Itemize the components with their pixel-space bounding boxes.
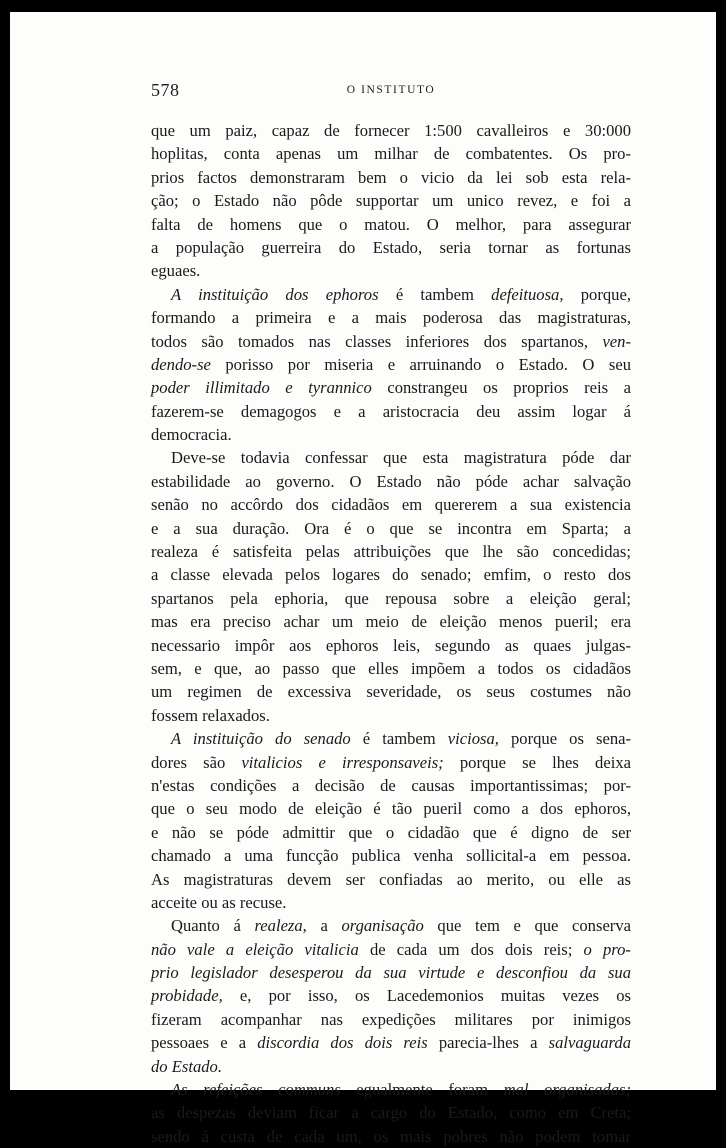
italic-text-segment: do Estado. (151, 1056, 222, 1076)
text-line (151, 423, 631, 446)
text-segment: a população guerreira do Estado, seria tornar as fortunas (151, 237, 631, 257)
italic-text-segment: ven- (602, 331, 631, 351)
italic-text-segment: o pro- (583, 939, 631, 959)
text-line (151, 283, 631, 306)
text-segment: acceite ou as recuse. (151, 892, 287, 912)
page-header (151, 80, 631, 106)
text-segment: ção; o Estado não pôde supportar um unico revez, e foi a (151, 191, 631, 211)
text-segment: parecia-lhes a (427, 1033, 549, 1053)
text-segment: fossem relaxados. (151, 705, 270, 725)
text-line (151, 961, 631, 984)
text-line (151, 984, 631, 1007)
text-segment: sem, e que, ao passo que elles impõem a todos os cidadãos (151, 658, 631, 678)
text-line (151, 446, 631, 469)
text-line (151, 587, 631, 610)
text-line (151, 938, 631, 961)
italic-text-segment: prio legislador desesperou da sua virtude e desconfiou da sua (151, 963, 631, 983)
page-number: 578 (151, 80, 180, 100)
running-head: O INSTITUTO (346, 84, 436, 96)
text-segment: porque se lhes deixa (443, 752, 631, 772)
italic-text-segment: viciosa, (447, 729, 499, 749)
italic-text-segment: dendo-se (151, 354, 211, 374)
italic-text-segment: organisação (341, 916, 424, 936)
text-line (151, 797, 631, 820)
text-segment: é tambem (378, 284, 492, 304)
text-segment: egualmente foram (340, 1080, 504, 1100)
italic-text-segment: realeza, (254, 916, 307, 936)
italic-text-segment: discordia dos dois reis (257, 1033, 428, 1053)
text-line (151, 166, 631, 189)
text-segment: prios factos demonstraram bem o vicio da lei sob esta rela- (151, 167, 631, 187)
italic-text-segment: mal organisadas; (503, 1080, 632, 1100)
text-segment: constrangeu os proprios reis a (371, 378, 631, 398)
text-segment: fazerem-se demagogos e a aristocracia deu assim logar á (151, 401, 631, 421)
body-text (151, 119, 631, 1148)
text-line (151, 1101, 631, 1124)
text-segment: sendo á custa de cada um, os mais pobres não podem tomar (151, 1126, 631, 1146)
italic-text-segment: não vale a eleição vitalicia (151, 939, 359, 959)
text-segment: a (306, 916, 342, 936)
italic-text-segment: salvaguarda (548, 1033, 631, 1053)
text-segment: pessoaes e a (151, 1033, 258, 1053)
text-segment: n'estas condições a decisão de causas importantissimas; por- (151, 775, 631, 795)
text-segment: fizeram acompanhar nas expedições militares por inimigos (151, 1009, 631, 1029)
text-line (151, 306, 631, 329)
text-segment: democracia. (151, 425, 232, 445)
text-line (151, 376, 631, 399)
text-line (151, 259, 631, 282)
text-segment: a classe elevada pelos logares do senado; emfim, o resto dos (151, 565, 631, 585)
text-segment: eguaes. (151, 261, 201, 281)
text-line (151, 142, 631, 165)
text-line (151, 189, 631, 212)
italic-text-segment: defeituosa, (491, 284, 564, 304)
text-line (151, 774, 631, 797)
text-segment: chamado a uma funcção publica venha sollicital-a em pessoa. (151, 846, 631, 866)
text-line (151, 119, 631, 142)
text-segment: mas era preciso achar um meio de eleição menos pueril; era (151, 612, 631, 632)
text-segment: Quanto á (171, 916, 255, 936)
text-line (151, 914, 631, 937)
text-segment: e não se póde admittir que o cidadão que é digno de ser (151, 822, 631, 842)
text-segment: senão no accôrdo dos cidadãos em quererem a sua existencia (151, 495, 631, 515)
text-line (151, 610, 631, 633)
text-line (151, 330, 631, 353)
text-line (151, 844, 631, 867)
text-segment: porque, (563, 284, 631, 304)
italic-text-segment: vitalicios e irresponsaveis; (241, 752, 444, 772)
text-segment: estabilidade ao governo. O Estado não póde achar salvação (151, 471, 631, 491)
text-line (151, 470, 631, 493)
text-segment: formando a primeira e a mais poderosa das magistraturas, (151, 308, 631, 328)
text-line (151, 493, 631, 516)
text-line (151, 1078, 631, 1101)
italic-text-segment: A instituição do senado (171, 729, 351, 749)
text-line (151, 236, 631, 259)
text-line (151, 634, 631, 657)
text-segment: que tem e que conserva (423, 916, 631, 936)
text-segment: dores são (151, 752, 242, 772)
text-line (151, 1125, 631, 1148)
italic-text-segment: poder illimitado e tyrannico (151, 378, 372, 398)
text-line (151, 563, 631, 586)
text-segment: Deve-se todavia confessar que esta magistratura póde dar (171, 448, 631, 468)
text-segment: porisso por miseria e arruinando o Estado. O seu (210, 354, 631, 374)
text-line (151, 891, 631, 914)
text-segment: e a sua duração. Ora é o que se incontra em Sparta; a (151, 518, 631, 538)
text-line (151, 727, 631, 750)
text-segment: de cada um dos dois reis; (358, 939, 584, 959)
text-segment: spartanos pela ephoria, que repousa sobre a eleição geral; (151, 588, 631, 608)
text-line (151, 353, 631, 376)
text-line (151, 1055, 631, 1078)
text-line (151, 751, 631, 774)
text-segment: As magistraturas devem ser confiadas ao merito, ou elle as (151, 869, 631, 889)
text-line (151, 1008, 631, 1031)
italic-text-segment: As refeições communs (171, 1080, 341, 1100)
text-segment: as despezas deviam ficar a cargo do Estado, como em Creta; (151, 1103, 631, 1123)
text-line (151, 213, 631, 236)
text-line (151, 657, 631, 680)
text-segment: é tambem (350, 729, 448, 749)
italic-text-segment: A instituição dos ephoros (171, 284, 379, 304)
text-segment: falta de homens que o matou. O melhor, para assegurar (151, 214, 631, 234)
text-line (151, 1031, 631, 1054)
text-segment: necessario impôr aos ephoros leis, segundo as quaes julgas- (151, 635, 631, 655)
text-segment: hoplitas, conta apenas um milhar de combatentes. Os pro- (151, 144, 631, 164)
text-segment: e, por isso, os Lacedemonios muitas vezes os (222, 986, 631, 1006)
text-line (151, 540, 631, 563)
text-line (151, 517, 631, 540)
italic-text-segment: probidade, (151, 986, 223, 1006)
text-line (151, 821, 631, 844)
text-segment: que um paiz, capaz de fornecer 1:500 cavalleiros e 30:000 (151, 121, 631, 140)
text-segment: realeza é satisfeita pelas attribuições que lhe são concedidas; (151, 542, 631, 562)
text-segment: todos são tomados nas classes inferiores dos spartanos, (151, 331, 603, 351)
text-line (151, 704, 631, 727)
text-segment: um regimen de excessiva severidade, os seus costumes não (151, 682, 631, 702)
text-line (151, 868, 631, 891)
text-line (151, 680, 631, 703)
text-segment: que o seu modo de eleição é tão pueril como a dos ephoros, (151, 799, 631, 819)
text-segment: porque os sena- (498, 729, 632, 749)
text-line (151, 400, 631, 423)
